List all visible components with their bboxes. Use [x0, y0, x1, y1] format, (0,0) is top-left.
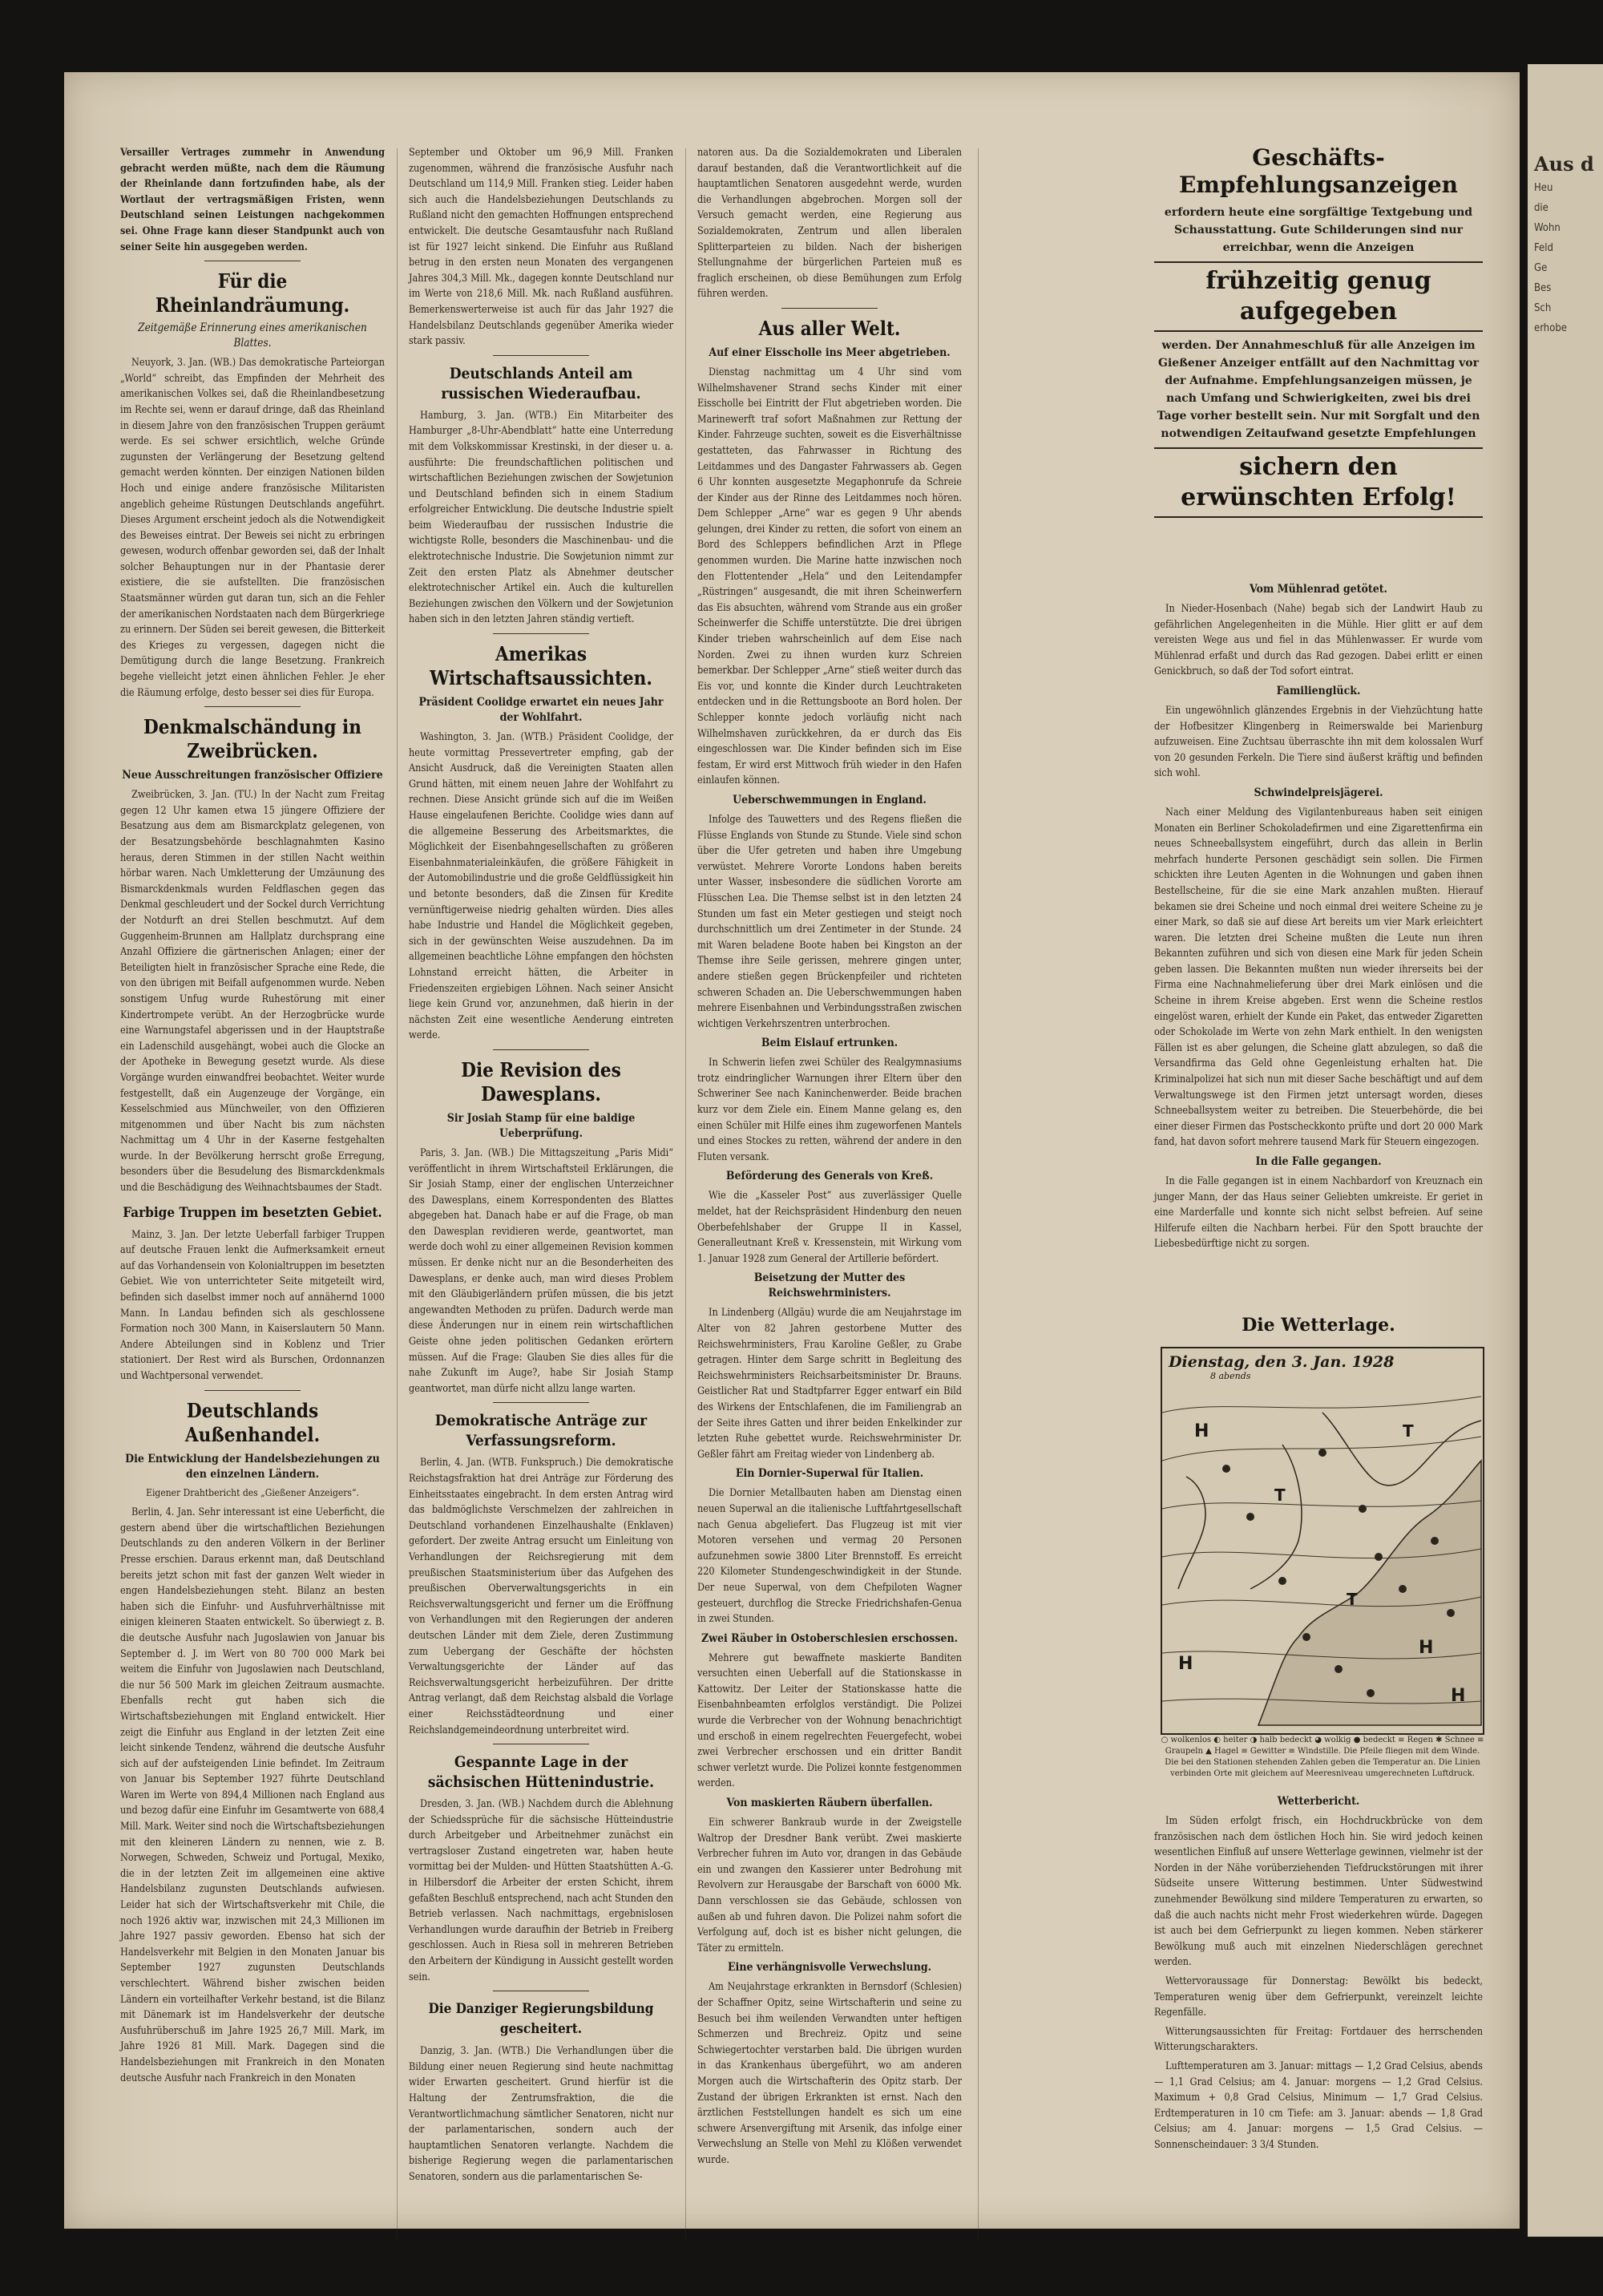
- subheadline: Ueberschwemmungen in England.: [733, 793, 927, 806]
- map-legend: ○ wolkenlos ◐ heiter ◑ halb bedeckt ◕ wolkig ● bedeckt ≡ Regen ✱ Schnee ≡ Graupeln ▲ Hagel ≡ Gewitter ≡ Windstille. Die Pfeile fliegen mit dem Winde. Die bei den Stationen stehenden Zahlen geben die Temperatur an. Die Linien verbinden Orte mit gleichem auf Meeresniveau umgerechneten Luftdruck.: [1161, 1736, 1484, 1778]
- article-text: Neuyork, 3. Jan. (WB.) Das demokratische Parteiorgan „World“ schreibt, das Empfinden der Mehrheit des amerikanischen Volkes sei, daß die Rheinlandbesetzung im Rechte sei, wenn er darauf dringe, daß das Rheinland in diesem Jahre von den französischen Truppen geräumt werde. Es sei schwer ersichtlich, welche Gründe zugunsten der Verlängerung der Besetzung geltend gemacht werden könnten. Der einzigen Nationen bilden Hoch und einige andere französische Militaristen angeblich geheime Rüstungen Deutschlands angeführt. Dieses Argument erscheint jedoch als die Notwendigkeit des Beweises eintrat. Der Beweis sei nicht zu erbringen gewesen, wodurch offenbar geworden sei, daß der Inhalt solcher Behauptungen nur in der Phantasie derer existiere, die sie aufstellten. Die französischen Staatsmänner würden gut daran tun, sich an die Fehler der amerikanischen Nordstaaten nach dem Bürgerkriege zu erinnern. Der Süden sei bereit gewesen, die Bitterkeit des Krieges zu vergessen, dagegen nicht die Demütigung durch die lange Besetzung. Frankreich begehe vielleicht jetzt einen ähnlichen Fehler. Je eher die Räumung erfolge, desto besser sei dies für Europa.: [120, 356, 385, 698]
- article-text: Ein schwerer Bankraub wurde in der Zweigstelle Waltrop der Dresdner Bank verübt. Zwei maskierte Verbrecher fuhren im Auto vor, drangen in das Gebäude ein und zwangen den Kassierer unter Bedrohung mit Revolvern zur Herausgabe der Barschaft von 6000 Mk. Dann verschlossen sie das Gebäude, schlossen von außen ab und fuhren davon. Die Polizei nahm sofort die Verfolgung auf, doch ist es bisher nicht gelungen, die Täter zu ermitteln.: [697, 1816, 962, 1954]
- column-1: [120, 144, 385, 2088]
- article-text: Ein ungewöhnlich glänzendes Ergebnis in der Viehzüchtung hatte der Hofbesitzer Klingenberg in Reimerswalde bei Marienburg aufzuweisen. Eine Zuchtsau überraschte ihn mit dem kolossalen Wurf von 20 gesunden Ferkeln. Die Tiere sind äußerst kräftig und befinden sich wohl.: [1154, 703, 1483, 779]
- ad-highlight: sichern den erwünschten Erfolg!: [1154, 447, 1483, 518]
- article-text: Dresden, 3. Jan. (WB.) Nachdem durch die Ablehnung der Schiedssprüche für die sächsische Hütteindustrie durch Arbeitgeber und Arbeitnehmer zunächst ein vertragsloser Zustand eingetreten war, haben heute vormittag bei der Mulden- und Hütten Staatshütten A.-G. in Hilbersdorf die Arbeiter der ersten Schicht, ihrem gefaßten Beschluß entsprechend, nach acht Stunden den Betrieb verlassen. Nach nachmittags, ergebnislosen Verhandlungen wurde daraufhin der Betrieb in Freiberg geschlossen. Auch in Riesa soll in mehreren Betrieben den Arbeitern der Kündigung in Aussicht gestellt worden sein.: [409, 1797, 673, 1983]
- column-divider: [685, 148, 686, 2241]
- separator: [781, 308, 878, 309]
- article-text: Mainz, 3. Jan. Der letzte Ueberfall farbiger Truppen auf deutsche Frauen lenkt die Aufmerksamkeit erneut auf das Vorhandensein von Kolonialtruppen im besetzten Gebiet. Wie von unterrichteter Seite mitgeteilt wird, befinden sich daselbst immer noch auf annähernd 1000 Mann. In Landau befinden sich als geschlossene Formation noch 300 Mann, in Kaiserslautern 50 Mann. Andere Abteilungen sind in Koblenz und Trier stationiert. Der Rest wird als Burschen, Ordonnanzen und Wachtpersonal verwendet.: [120, 1227, 385, 1381]
- column-divider: [397, 148, 398, 2241]
- subheadline: Die Entwicklung der Handelsbeziehungen zu den einzelnen Ländern.: [125, 1452, 380, 1481]
- article-text: Wie die „Kasseler Post“ aus zuverlässiger Quelle meldet, hat der Reichspräsident Hindenburg den neuen Oberbefehlshaber der Gruppe II in Kassel, Generalleutnant Kreß v. Kressenstein, mit Wirkung vom 1. Januar 1928 zum General der Artillerie befördert.: [697, 1189, 962, 1264]
- headline-verfassungsreform: Demokratische Anträge zur Verfassungsreform.: [434, 1412, 648, 1450]
- ad-title: Geschäfts-Empfehlungsanzeigen: [1178, 144, 1459, 198]
- svg-text:T: T: [1274, 1486, 1286, 1505]
- subheadline: Von maskierten Räubern überfallen.: [726, 1797, 933, 1810]
- article-text: Witterungsaussichten für Freitag: Fortdauer des herrschenden Witterungscharakters.: [1154, 2024, 1483, 2053]
- map-subtitle: 8 abends: [1210, 1371, 1251, 1381]
- article-text: Berlin, 4. Jan. Sehr interessant ist eine Ueberficht, die gestern abend über die wirtschaftlichen Beziehungen Deutschlands zu den anderen Völkern in der Berliner Presse erschien. Daraus erkennt man, daß Deutschland bereits jetzt schon mit fast der ganzen Welt wieder in engen Handelsbeziehungen steht. Bilanz an besten haben sich die Einfuhr- und Ausfuhrverhältnisse mit einigen kleineren Staaten entwickelt. So überwiegt z. B. die deutsche Ausfuhr nach Jugoslawien von Januar bis September d. J. im Wert von 80 700 000 Mark bei weitem die Einfuhr von Jugoslawien nach Deutschland, die nur 56 500 Mark im gleichen Zeitraum ausmachte. Ebenfalls recht gut haben sich die Wirtschaftsbeziehungen mit England entwickelt. Hier zeigt die Einfuhr aus England in der letzten Zeit eine leicht sinkende Tendenz, während die deutsche Ausfuhr sich auf der aufsteigenden Linie befindet. Im Zeitraum von Januar bis September 1927 führte Deutschland Waren im Werte von 894,4 Millionen nach England aus und bezog dafür eine Einfuhr im Gesamtwerte von 688,4 Mill. Mark. Weiter sind noch die Wirtschaftsbeziehungen mit den kleineren Ländern zu nennen, wie z. B. Norwegen, Schweden, Schweiz und Portugal, Mexiko, die in der letzten Zeit im allgemeinen eine aktive Handelsbilanz zugunsten Deutschlands aufwiesen. Leider hat sich der Wirtschaftsverkehr mit Chile, die noch 1926 aktiv war, inzwischen mit 24,3 Millionen im Jahre 1927 passiv geworden. Ebenso hat sich der Handelsverkehr mit Belgien in den Monaten Januar bis September 1927 zugunsten Deutschlands verschlechtert. Während bisher zwischen beiden Ländern ein vorteilhafter Verkehr bestand, ist die Bilanz mit Dänemark ist im Handelsverkehr der deutsche Ausfuhrüberschuß im Jahre 1925 26,7 Mill. Mark, im Jahre 1926 81 Mill. Mark. Dagegen sind die Handelsbeziehungen mit Frankreich in den Monaten deutsche Ausfuhr nach Frankreich in den Monaten: [120, 1506, 385, 2084]
- advertisement: [1154, 144, 1483, 523]
- headline-wetterlage: Die Wetterlage.: [1242, 1315, 1395, 1336]
- column-3: [697, 144, 962, 2171]
- subheadline: Zeitgemäße Erinnerung eines amerikanischen Blattes.: [138, 321, 367, 350]
- article-text: Hamburg, 3. Jan. (WTB.) Ein Mitarbeiter des Hamburger „8-Uhr-Abendblatt“ hatte eine Unterredung mit dem Volkskommissar Krestinski, in der dieser u. a. ausführte: Die freundschaftlichen politischen und wirtschaftlichen Beziehungen zwischen der Sowjetunion und Deutschland befinden sich in einem Stadium erfolgreicher Entwicklung. Die deutsche Industrie spielt beim Wiederaufbau der russischen Industrie die wichtigste Rolle, besonders die Maschinenbau- und die elektrotechnische Industrie. Die Sowjetunion nimmt zur Zeit den ersten Platz als Abnehmer deutscher elektrotechnischer Artikel ein. Auch die kulturellen Beziehungen zwischen den Völkern und der Sowjetunion haben sich in den letzten Jahren ständig vertieft.: [409, 408, 673, 625]
- adjacent-page-fragment: [1528, 64, 1603, 2237]
- svg-text:H: H: [1178, 1654, 1193, 1674]
- weather-map-drawing: [1162, 1348, 1483, 1733]
- column-4: [1154, 577, 1483, 1255]
- subheadline: Beisetzung der Mutter des Reichswehrministers.: [753, 1271, 906, 1300]
- subheadline: Familienglück.: [1276, 684, 1361, 697]
- article-text: Am Neujahrstage erkrankten in Bernsdorf (Schlesien) der Schaffner Opitz, seine Wirtschafterin und seine zu Besuch bei ihm weilenden Verwandten unter heftigen Schmerzen und Brechreiz. Opitz und seine Schwiegertochter verstarben bald. Die übrigen wurden in das Krankenhaus übergeführt, wo am anderen Morgen auch die Wirtschafterin des Opitz starb. Der Zustand der übrigen Erkrankten ist ernst. Nach den ärztlichen Feststellungen handelt es sich um eine schwere Arsenvergiftung mit Arsenik, das infolge einer Verwechslung an Stelle von Mehl zu Klößen verwendet wurde.: [697, 1980, 962, 2165]
- subheadline: In die Falle gegangen.: [1255, 1155, 1382, 1168]
- subheadline: Beim Eislauf ertrunken.: [761, 1037, 898, 1050]
- subheadline: Ein Dornier-Superwal für Italien.: [735, 1467, 924, 1481]
- article-text: Im Süden erfolgt frisch, ein Hochdruckbrücke von dem französischen nach dem östlichen Hoch hin. Sie wird jedoch keinen wesentlichen Einfluß auf unsere Wetterlage gewinnen, vielmehr ist der Norden in der Nähe vorüberziehenden Tiefdruckstörungen mit ihrer Südseite unsere Witterung bestimmen. Unter Südwestwind zunehmender Bewölkung sind mildere Temperaturen zu erwarten, so daß die auch nachts nicht mehr Frost wiederkehren würde. Dagegen ist auch bei dem Gefrierpunkt zu liegen kommen. Neben stärkerer Bewölkung muß auch mit einzelnen Niederschlägen gerechnet werden.: [1154, 1814, 1483, 1968]
- headline-dawesplan: Die Revision des Dawesplans.: [461, 1057, 621, 1106]
- headline-aussenhandel: Deutschlands Außenhandel.: [184, 1398, 321, 1446]
- column-divider: [978, 148, 979, 2241]
- separator: [493, 1402, 589, 1403]
- article-text: Danzig, 3. Jan. (WTB.) Die Verhandlungen über die Bildung einer neuen Regierung sind heute nachmittag wider Erwarten gescheitert. Grund hierfür ist die Haltung der Zentrumsfraktion, die die Verantwortlichmachung sämtlicher Senatoren, nicht nur der parlamentarischen, sondern auch der hauptamtlichen Senatoren verlangte. Nachdem die bisherige Regierung wegen die parlamentarischen Senatoren, sondern aus die parlamentarischen Se-: [409, 2044, 673, 2182]
- article-text: September und Oktober um 96,9 Mill. Franken zugenommen, während die französische Ausfuhr nach Deutschland um 114,9 Mill. Franken stieg. Leider haben sich auch die Handelsbeziehungen Deutschlands zu Rußland nicht den gemachten Hoffnungen entsprechend entwickelt. Die deutsche Gesamtausfuhr nach Rußland ist für 1927 leicht sinkend. Die Einfuhr aus Rußland betrug in den ersten neun Monaten des vergangenen Jahres 304,3 Mill. Mk., dagegen konnte Deutschland nur im Werte von 218,6 Mill. Mk. nach Rußland ausführen. Bemerkenswerterweise ist auch für das Jahr 1927 die Handelsbilanz Deutschlands gegenüber Amerika wieder stark passiv.: [409, 146, 673, 347]
- subheadline: Sir Josiah Stamp für eine baldige Ueberprüfung.: [446, 1111, 636, 1140]
- article-text: Infolge des Tauwetters und des Regens fließen die Flüsse Englands von Stunde zu Stunde. Viele sind schon über die Ufer getreten und haben ihre Umgebung verwüstet. Mehrere Vororte Londons haben bereits unter Wasser, insbesondere die südlichen Vororte am Flüsschen Lea. Die Themse selbst ist in den letzten 24 Stunden um fast ein Meter gestiegen und steigt noch durchschnittlich um drei Zentimeter in der Stunde. 24 mit Waren beladene Boote haben bei Kingston an der Themse ihre Seile gerissen, mehrere gingen unter, andere stießen gegen Brückenpfeiler und richteten schweren Schaden an. Die Ueberschwemmungen haben mehrere Eisenbahnen und Verbindungsstraßen zwischen wichtigen Verkehrszentren unterbrochen.: [697, 812, 962, 1029]
- article-text: Lufttemperaturen am 3. Januar: mittags — 1,2 Grad Celsius, abends — 1,1 Grad Celsius; am 4. Januar: morgens — 1,2 Grad Celsius. Maximum + 0,8 Grad Celsius, Minimum — 1,7 Grad Celsius. Erdtemperaturen in 10 cm Tiefe: am 3. Januar: abends — 1,8 Grad Celsius; am 4. Januar: morgens — 1,5 Grad Celsius. — Sonnenscheindauer: 3 3/4 Stunden.: [1154, 2059, 1483, 2150]
- fragment-text: Feld: [1534, 242, 1553, 254]
- article-text: In Nieder-Hosenbach (Nahe) begab sich der Landwirt Haub zu gefährlichen Angelegenheiten in die Mühle. Hier glitt er auf dem vereisten Wege aus und fiel in das Mühlenwasser. Er wurde vom Mühlenrad erfaßt und durch das Rad gezogen. Dabei erlitt er einen Genickbruch, so daß der Tod sofort eintrat.: [1154, 602, 1483, 677]
- weather-map: [1161, 1347, 1484, 1735]
- subheadline: Beförderung des Generals von Kreß.: [725, 1170, 934, 1183]
- article-text: Paris, 3. Jan. (WB.) Die Mittagszeitung „Paris Midi“ veröffentlicht in ihrem Wirtschaftsteil Erklärungen, die Sir Josiah Stamp, einer der englischen Unterzeichner des Dawesplans, einem Korrespondenten des Blattes abgegeben hat. Danach habe er auf die Frage, ob man den Dawesplan revidieren werde, geantwortet, man werde doch wohl zu einer allgemeinen Revision kommen müssen. Er denke nicht nur an die Besonderheiten des Dawesplans, er denke auch, man wird dieses Problem mit den Gläubigerländern prüfen müssen, die bis jetzt angewandten Methoden zu prüfen. Dadurch werde man diese Änderungen nur in einem rein wirtschaftlichen Geiste ohne jeden politischen Gedanken erörtern müssen. Auf die Frage: Glauben Sie dies alles für die nahe Zukunft im Auge?, habe Sir Josiah Stamp geantwortet, man dürfe nicht allzu lange warten.: [409, 1146, 673, 1394]
- svg-text:T: T: [1347, 1590, 1358, 1609]
- separator: [204, 706, 301, 707]
- article-text: Berlin, 4. Jan. (WTB. Funkspruch.) Die demokratische Reichstagsfraktion hat drei Anträge zur Förderung des Einheitsstaates eingebracht. In dem ersten Antrag wird das baldmöglichste Verschmelzen der zahlreichen in Deutschland vorhandenen Einzelhaushalte (Enklaven) gefordert. Der zweite Antrag ersucht um Einleitung von Verhandlungen der Reichsregierung mit dem preußischen Staatsministerium über das Aufgehen des preußischen Oberverwaltungsgerichts in ein Reichsverwaltungsgericht und ferner um die Eröffnung von Verhandlungen mit den Regierungen der anderen deutschen Länder mit dem Ziele, deren Zustimmung zum Uebergang der Geschäfte der höchsten Verwaltungsgerichte der Länder auf das Reichsverwaltungsgericht herbeizuführen. Der dritte Antrag verlangt, daß dem Reichstag alsbald die Vorlage einer Reichsstädteordnung und einer Reichslandgemeindeordnung unterbreitet wird.: [409, 1456, 673, 1736]
- headline-amerikas-wirtschaft: Amerikas Wirtschaftsaussichten.: [430, 642, 652, 690]
- article-intro: Versailler Vertrages zummehr in Anwendung gebracht werden müßte, nach dem die Räumung der Rheinlande dann fortzufinden habe, als der Wortlaut der vertragsmäßigen Fristen, wenn Deutschland seinen Leistungen nachgekommen sei. Ohne Frage kann dieser Standpunkt auch von seiner Seite hin ausgegeben werden.: [120, 146, 385, 253]
- headline-farbige-truppen: Farbige Truppen im besetzten Gebiet.: [123, 1204, 382, 1221]
- headline-rheinlandraeumung: Für die Rheinlandräumung.: [155, 269, 350, 317]
- svg-text:H: H: [1419, 1638, 1434, 1658]
- fragment-heading: Aus d: [1534, 152, 1594, 176]
- weather-report: [1154, 1789, 1483, 2155]
- subheadline: Auf einer Eisscholle ins Meer abgetrieben.: [709, 346, 951, 359]
- headline-aus-aller-welt: Aus aller Welt.: [758, 316, 901, 340]
- separator: [493, 633, 589, 634]
- column-2: [409, 144, 673, 2188]
- article-text: In Lindenberg (Allgäu) wurde die am Neujahrstage im Alter von 82 Jahren gestorbene Mutter des Reichswehrministers, Frau Karoline Geßler, zu Grabe getragen. Hinter dem Sarge schritt in Begleitung des Reichswehrministers Reichsarbeitsminister Dr. Brauns. Geistlicher Rat und Stadtpfarrer Egger entwarf ein Bild des Wirkens der Entschlafenen, die im Familiengrab an der Seite ihres Gatten und ihrer beiden Enkelkinder zur letzten Ruhe gebettet wurde. Reichswehrminister Dr. Geßler fährt am Freitag wieder von Lindenberg ab.: [697, 1306, 962, 1460]
- source-note: Eigener Drahtbericht des „Gießener Anzeigers“.: [146, 1486, 359, 1498]
- subheadline: Zwei Räuber in Ostoberschlesien erschossen.: [701, 1631, 959, 1645]
- headline-russischer-wiederaufbau: Deutschlands Anteil am russischen Wiederaufbau.: [441, 364, 641, 402]
- fragment-text: Heu: [1534, 182, 1553, 194]
- headline-danzig: Die Danziger Regierungsbildung gescheitert.: [428, 2001, 654, 2038]
- svg-text:H: H: [1451, 1686, 1466, 1706]
- fragment-text: Sch: [1534, 302, 1552, 314]
- article-text: natoren aus. Da die Sozialdemokraten und Liberalen darauf bestanden, daß die Verantwortlichkeit auf die hauptamtlichen Senatoren ausgedehnt werde, wurden die Verhandlungen abgebrochen. Morgen soll der Versuch gemacht werden, eine Regierung aus Sozialdemokraten, Zentrum und allen liberalen Splitterparteien zu bilden. Nach der bisherigen Stellungnahme der bürgerlichen Parteien muß es fraglich erscheinen, ob diese Bemühungen zum Erfolg führen werden.: [697, 146, 962, 300]
- svg-text:T: T: [1403, 1421, 1414, 1441]
- article-text: Wettervoraussage für Donnerstag: Bewölkt bis bedeckt, Temperaturen wenig über dem Gefrierpunkt, vereinzelt leichte Regenfälle.: [1154, 1974, 1483, 2019]
- ad-highlight: frühzeitig genug aufgegeben: [1154, 261, 1483, 332]
- article-text: Washington, 3. Jan. (WTB.) Präsident Coolidge, der heute vormittag Pressevertreter empfing, gab der Ansicht Ausdruck, daß die Vereinigten Staaten allen Grund hätten, mit einem neuen Jahre der Wohlfahrt zu rechnen. Diese Ansicht gründe sich auf die im Weißen Hause eingelaufenen Berichte. Coolidge wies dann auf die allgemeine Besserung des Arbeitsmarktes, die Möglichkeit der Eisenbahngesellschaften zu größeren Eisenbahnmaterialeinkäufen, die größere Fähigkeit in der Automobilindustrie und die große Geldflüssigkeit hin und betonte besonders, daß die Zinsen für Kredite vernünftigerweise niedrig gehalten würden. Dies alles habe Industrie und Handel die Möglichkeit gegeben, sich in der gewünschten Weise auszudehnen. Da im allgemeinen beachtliche Löhne empfangen den höchsten Lohnstand erreicht hätten, die Arbeiter in Friedenszeiten ergiebigen Löhnen. Nach seiner Ansicht liege kein Grund vor, anzunehmen, daß hierin in der nächsten Zeit eine wesentliche Aenderung eintreten werde.: [409, 730, 673, 1041]
- fragment-text: Ge: [1534, 262, 1548, 274]
- fragment-text: Wohn: [1534, 222, 1561, 234]
- fragment-text: Bes: [1534, 282, 1552, 294]
- subheadline: Präsident Coolidge erwartet ein neues Jahr der Wohlfahrt.: [418, 696, 664, 725]
- separator: [493, 1049, 589, 1050]
- subheadline: Neue Ausschreitungen französischer Offiziere: [122, 769, 383, 782]
- separator: [493, 355, 589, 356]
- subheadline: Vom Mühlenrad getötet.: [1250, 583, 1387, 596]
- ad-text: werden. Der Annahmeschluß für alle Anzeigen im Gießener Anzeiger entfällt auf den Nachmittag vor der Aufnahme. Empfehlungsanzeigen müssen, je nach Umfang und Schwierigkeiten, zwei bis drei Tage vorher bestellt sein. Nur mit Sorgfalt und den notwendigen Zeitaufwand gesetzte Empfehlungen: [1157, 339, 1480, 440]
- separator: [204, 1390, 301, 1391]
- subheadline: Eine verhängnisvolle Verwechslung.: [727, 1961, 932, 1975]
- map-title: Dienstag, den 3. Jan. 1928: [1169, 1353, 1395, 1371]
- subheadline: Wetterbericht.: [1277, 1795, 1360, 1808]
- article-text: In Schwerin liefen zwei Schüler des Realgymnasiums trotz eindringlicher Warnungen ihrer Eltern über den Schweriner See nach Kaninchenwerder. Beide brachen kurz vor dem Ziele ein. Einem Manne gelang es, den einen Schüler mit Hilfe eines ihm zugeworfenen Mantels und eines Stockes zu retten, während der andere in den Fluten versank.: [697, 1056, 962, 1162]
- article-text: Dienstag nachmittag um 4 Uhr sind vom Wilhelmshavener Strand sechs Kinder mit einer Eisscholle bei Eintritt der Flut abgetrieben worden. Die Marinewerft traf sofort Maßnahmen zur Rettung der Kinder. Fahrzeuge suchten, soweit es die Eisverhältnisse gestatteten, das Fahrwasser in Richtung des Leitdammes und des Dangaster Fahrwassers ab. Gegen 6 Uhr konnten ausgesetzte Megaphonrufe da Schreie der Kinder aus der Rinne des Leitdammes noch hören. Dem Schlepper „Arne“ war es gegen 9 Uhr abends gelungen, drei Kinder zu retten, die sofort von einem an Bord des Schleppers befindlichen Arzt in Pflege genommen wurden. Die Marine hatte inzwischen noch den Flottentender „Hela“ und den Leitendampfer „Rüstringen“ ausgesandt, die mit ihren Scheinwerfern das Eis absuchten, während vom Strande aus ein großer Scheinwerfer die Schiffe unterstützte. Die drei übrigen Kinder trieben wahrscheinlich auf dem Eise nach Norden. Zwei zu ihnen wurden kurz Schreien bemerkbar. Der Schlepper „Arne“ stieß weiter durch das Eis vor, und konnte die Kinder durch Leuchtraketen entdecken und in die Rettungsboote an Bord holen. Der Schlepper konnte jedoch vorläufig nicht nach Wilhelmshaven zurückkehren, da er durch das Eis eingeschlossen war. Die Kinder befinden sich im Eise festam, Er wird erst Mittwoch früh wieder in den Hafen einlaufen können.: [697, 365, 962, 786]
- headline-denkmalschaendung: Denkmalschändung in Zweibrücken.: [143, 715, 361, 763]
- subheadline: Schwindelpreisjägerei.: [1254, 786, 1383, 799]
- ad-text: erfordern heute eine sorgfältige Textgebung und Schausstattung. Gute Schilderungen sind nur erreichbar, wenn die Anzeigen: [1164, 206, 1473, 254]
- article-text: Zweibrücken, 3. Jan. (TU.) In der Nacht zum Freitag gegen 12 Uhr kamen etwa 15 jüngere Offiziere der Besatzung aus dem am Bismarckplatz gelegenen, von der Besatzungsbehörde beschlagnahmten Kasino heraus, deren Stimmen in der stillen Nacht weithin hörbar waren. Nach Umkletterung der Umzäunung des Bismarckdenkmals wurden Feldflaschen gegen das Denkmal geschleudert und der Sockel durch Verrichtung der Notdurft an drei Stellen beschmutzt. Auf dem Guggenheim-Brunnen am Hallplatz durchsprang eine Anzahl Offiziere die gärtnerischen Anlagen; einer der Beteiligten hielt in französischer Sprache eine Rede, die von den übrigen mit Beifall aufgenommen wurde. Neben sonstigem Unfug wurde Ruhestörung mit einer Kindertrompete verübt. An der Herzogbrücke wurde eine Warnungstafel abgerissen und in der Hauptstraße ein Ladenschild ausgehängt, wobei auch die Glocke an der Apotheke in Bewegung gesetzt wurde. Als diese Vorgänge wurden einwandfrei beobachtet. Weiter wurde festgestellt, daß ein Augenzeuge der Vorgänge, ein Kesselschmied aus Münchweiler, von den Offizieren mitgenommen und über Nacht bis zum nächsten Nachmittag um 4 Uhr in der Kaserne festgehalten wurde. In der Bevölkerung herrscht große Erregung, besonders über die Besudelung des Bismarckdenkmals und die Beschädigung des Weihnachtsbaumes der Stadt.: [120, 788, 385, 1194]
- article-text: Mehrere gut bewaffnete maskierte Banditen versuchten einen Ueberfall auf die Stationskasse in Kattowitz. Der Leiter der Stationskasse hatte die Eisenbahnbeamten erfolglos verständigt. Die Polizei wurde die Verbrecher von der Wohnung benachrichtigt und erschoß in einem regelrechten Feuergefecht, wobei zwei Verbrecher erschossen und ein dritter Bandit schwer verletzt wurde. Die Polizei konnte festgenommen werden.: [697, 1651, 962, 1789]
- fragment-text: erhobe: [1534, 322, 1567, 334]
- fragment-text: die: [1534, 202, 1548, 214]
- article-text: Nach einer Meldung des Vigilantenbureaus haben seit einigen Monaten ein Berliner Schokoladefirmen und eine Zigarettenfirma ein neues Schneeballsystem eingeführt, durch das allein in Berlin mehrfach hunderte Personen geschädigt sein sollen. Die Firmen schickten ihre Leuten Agenten in die Wohnungen und gaben ihnen Bestellscheine, für die sie eine Mark anzahlen mußten. Hierauf bekamen sie drei Scheine und noch einmal drei weitere Scheine zu je einer Mark, so daß sie auf diese Art bereits um vier Mark erleichtert waren. Die letzten drei Scheine mußten die Leute nun ihren Bekannten zuführen und sich von diesen eine Mark für jeden Schein geben lassen. Die Bekannten mußten nun wieder ihrerseits bei der Firma eine Nachnahmelieferung über drei Mark einlösen und die Scheine in ihrem Kreise abgeben. Erst wenn die Scheine restlos eingelöst waren, erhielt der Kunde ein Paket, das entweder Zigaretten oder Schokolade im Werte von zehn Mark enthielt. In den wenigsten Fällen ist es aber gelungen, die Scheine glatt abzulegen, so daß die Versandfirma das Geld ohne Gegenleistung erhalten hat. Die Kriminalpolizei hat sich nun mit dieser Sache beschäftigt und auf dem Verwaltungswege ist den Firmen jetzt untersagt worden, dieses Schneeballsystem weiter zu betreiben. Die Steuerbehörde, die bei einer dieser Firmen das Postscheckkonto prüfte und dort 20 000 Mark fand, hat davon sofort mehrere tausend Mark für Steuern eingezogen.: [1154, 805, 1483, 1148]
- svg-text:H: H: [1194, 1421, 1209, 1441]
- article-text: In die Falle gegangen ist in einem Nachbardorf von Kreuznach ein junger Mann, der das Haus seiner Geliebten umkreiste. Er geriet in eine Marderfalle und konnte sich nicht selbst befreien. Auf seine Hilferufe eilten die Nachbarn herbei. Für den Spott brauchte der Liebesbedürftige nicht zu sorgen.: [1154, 1174, 1483, 1250]
- headline-huettenindustrie: Gespannte Lage in der sächsischen Hüttenindustrie.: [427, 1753, 655, 1792]
- article-text: Die Dornier Metallbauten haben am Dienstag einen neuen Superwal an die italienische Luftfahrtgesellschaft nach Genua abgeliefert. Das Flugzeug ist mit vier Motoren versehen und vermag 20 Personen aufzunehmen sowie 3800 Liter Brennstoff. Es erreicht 220 Kilometer Stundengeschwindigkeit in der Stunde. Der neue Superwal, von dem Chefpiloten Wagner gesteuert, durchflog die Strecke Friedrichshafen-Genua in zwei Stunden.: [697, 1486, 962, 1625]
